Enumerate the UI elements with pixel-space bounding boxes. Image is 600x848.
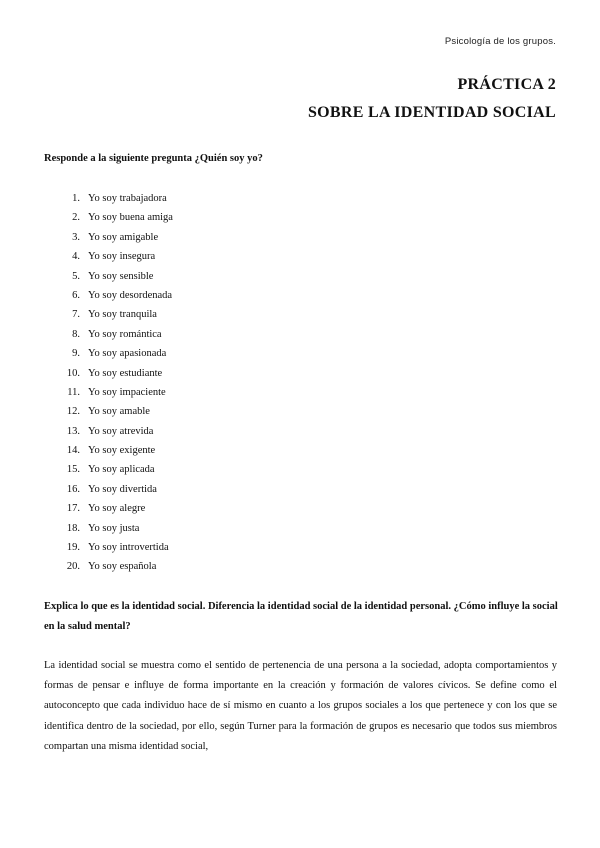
- list-text: Yo soy desordenada: [88, 289, 173, 301]
- list-number: 9.: [72, 348, 80, 360]
- list-text: Yo soy amigable: [88, 231, 159, 243]
- list-number: 12.: [66, 406, 80, 418]
- list-text: Yo soy alegre: [88, 503, 146, 515]
- list-number: 5.: [72, 270, 80, 282]
- list-text: Yo soy justa: [88, 522, 140, 534]
- list-item: [44, 247, 173, 266]
- list-text: Yo soy tranquila: [88, 309, 157, 321]
- answer-paragraph: La identidad social se muestra como el sentido de pertenencia de una persona a la sociedad, adopta comportamientos y formas de pensar e influye de forma importante en la creación y formación de valores cívicos. Se define como el autoconcepto que cada individuo hace de sí mismo en cuanto a los grupos sociales a los que pertenece y con los que se identifica dentro de la sociedad, por ello, según Turner para la formación de grupos es necesario que todos sus miembros compartan una misma identidad social,: [44, 660, 557, 752]
- list-text: Yo soy divertida: [88, 483, 157, 495]
- list-item: [44, 267, 173, 286]
- list-number: 2.: [72, 212, 80, 224]
- list-item: [44, 286, 173, 305]
- list-text: Yo soy romántica: [88, 328, 162, 340]
- list-number: 19.: [66, 542, 80, 554]
- list-number: 18.: [66, 522, 80, 534]
- list-item: [44, 228, 173, 247]
- list-number: 14.: [66, 445, 80, 457]
- list-item: [44, 364, 173, 383]
- list-item: [44, 519, 173, 538]
- list-text: Yo soy aplicada: [88, 464, 155, 476]
- list-number: 3.: [72, 231, 80, 243]
- list-item: [44, 538, 173, 557]
- list-item: [44, 383, 173, 402]
- list-item: [44, 499, 173, 518]
- list-item: [44, 189, 173, 208]
- list-number: 8.: [72, 328, 80, 340]
- list-text: Yo soy estudiante: [88, 367, 163, 379]
- answers-list: [44, 189, 173, 577]
- list-text: Yo soy apasionada: [88, 348, 167, 360]
- list-number: 10.: [66, 367, 80, 379]
- list-text: Yo soy española: [88, 561, 157, 573]
- list-item: [44, 344, 173, 363]
- list-number: 13.: [66, 425, 80, 437]
- list-number: 7.: [72, 309, 80, 321]
- list-number: 6.: [72, 289, 80, 301]
- running-header: Psicología de los grupos.: [444, 36, 556, 47]
- practice-title: PRÁCTICA 2: [457, 76, 556, 93]
- list-item: [44, 441, 173, 460]
- list-number: 4.: [72, 251, 80, 263]
- list-item: [44, 422, 173, 441]
- list-item: [44, 480, 173, 499]
- practice-subtitle: SOBRE LA IDENTIDAD SOCIAL: [307, 104, 556, 121]
- list-text: Yo soy atrevida: [88, 425, 154, 437]
- list-number: 15.: [66, 464, 80, 476]
- list-item: [44, 460, 173, 479]
- list-number: 1.: [72, 193, 80, 204]
- list-text: Yo soy sensible: [88, 270, 154, 282]
- question-who-am-i: Responde a la siguiente pregunta ¿Quién soy yo?: [44, 153, 263, 164]
- list-item: [44, 305, 173, 324]
- list-text: Yo soy buena amiga: [88, 212, 173, 224]
- list-item: [44, 208, 173, 227]
- list-number: 17.: [66, 503, 80, 515]
- list-text: Yo soy trabajadora: [88, 193, 167, 204]
- list-text: Yo soy amable: [88, 406, 150, 418]
- list-item: [44, 325, 173, 344]
- list-item: [44, 557, 173, 576]
- list-number: 16.: [66, 483, 80, 495]
- question-social-identity: Explica lo que es la identidad social. Diferencia la identidad social de la identidad personal. ¿Cómo influye la social en la salud mental?: [44, 601, 558, 632]
- list-number: 11.: [67, 386, 80, 398]
- list-text: Yo soy exigente: [88, 445, 156, 457]
- list-text: Yo soy impaciente: [88, 386, 166, 398]
- list-text: Yo soy introvertida: [88, 542, 169, 554]
- list-item: [44, 402, 173, 421]
- list-number: 20.: [66, 561, 80, 573]
- list-text: Yo soy insegura: [88, 251, 156, 263]
